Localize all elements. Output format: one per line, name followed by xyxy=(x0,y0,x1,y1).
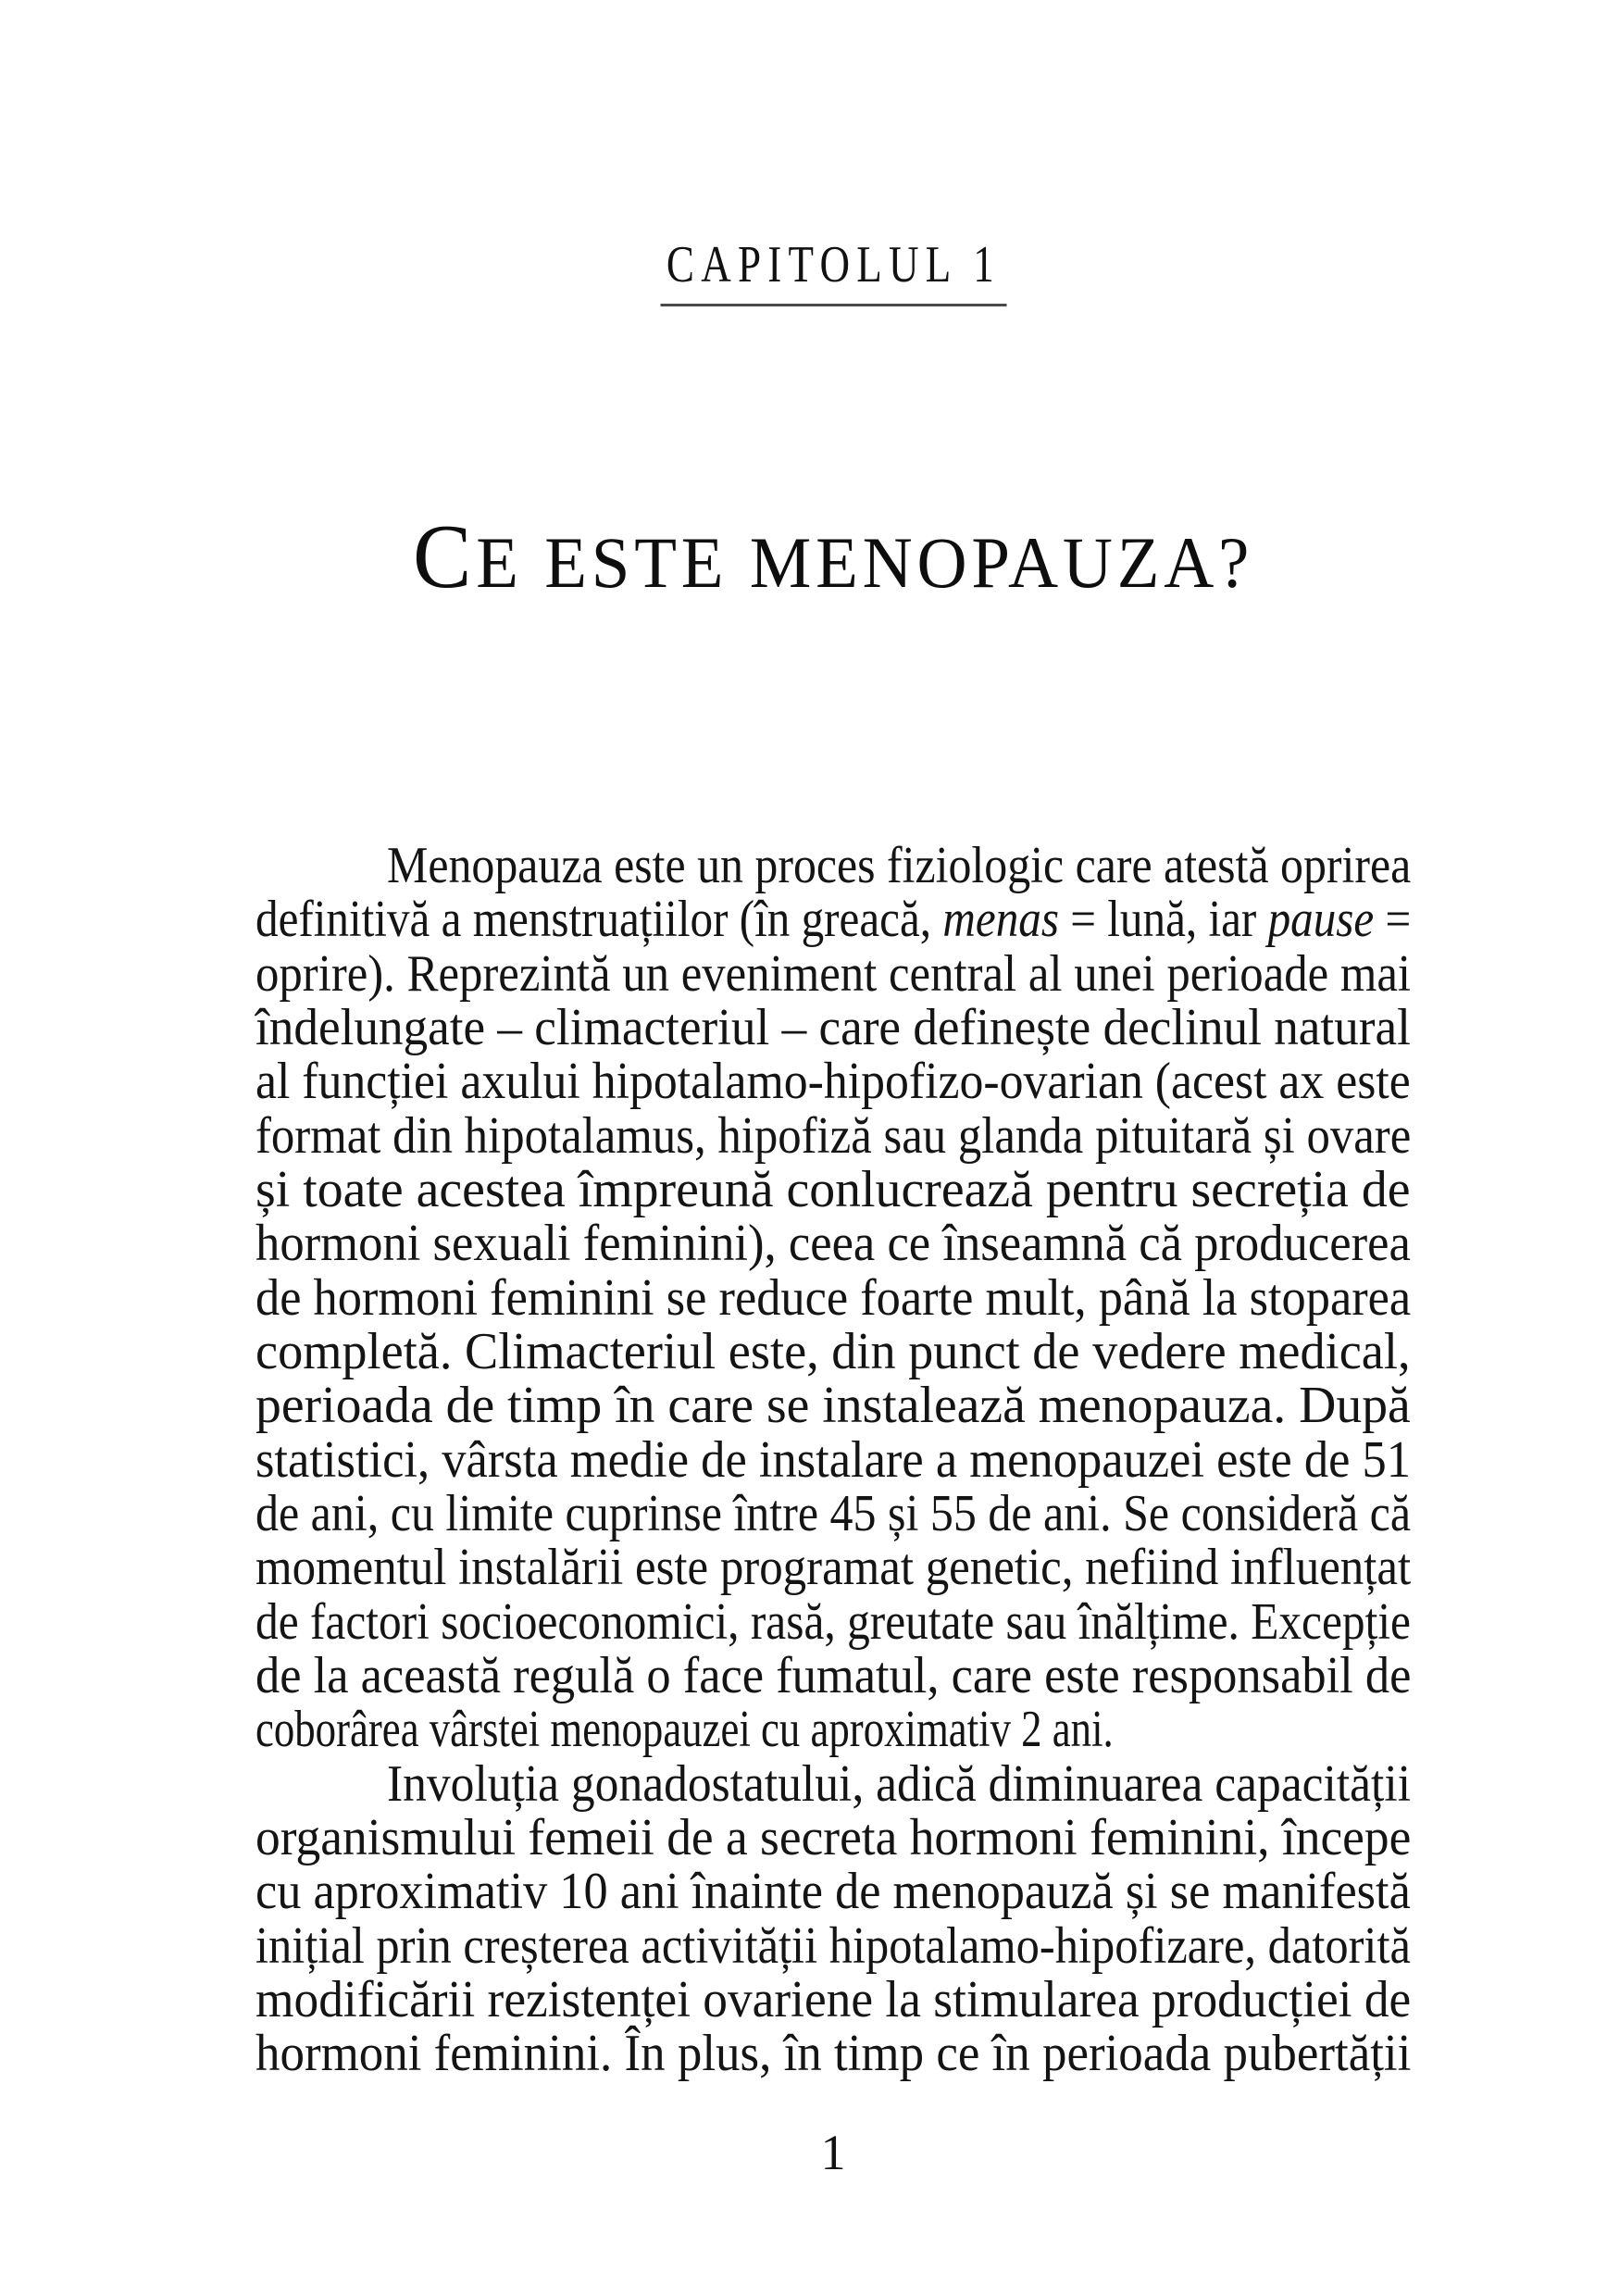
text-line: statistici, vârsta medie de instalare a menopauzei este de 51 xyxy=(255,1430,1412,1489)
text-line: modificării rezistenței ovariene la stimularea producției de xyxy=(255,1970,1412,2028)
chapter-label: CAPITOLUL 1 xyxy=(660,237,1006,306)
text-line: format din hipotalamus, hipofiză sau glanda pituitară și ovare xyxy=(255,1106,1412,1165)
text-line: de la această regulă o face fumatul, care este responsabil de xyxy=(255,1646,1412,1704)
text-line: momentul instalării este programat genetic, nefiind influențat xyxy=(255,1539,1412,1597)
text-line: al funcției axului hipotalamo-hipofizo-ovarian (acest ax este xyxy=(255,1053,1411,1111)
page-number: 1 xyxy=(820,2125,846,2180)
text-line: îndelungate – climacteriul – care definește declinul natural xyxy=(255,998,1411,1056)
text-line: perioada de timp în care se instalează menopauza. După xyxy=(255,1377,1411,1435)
body-text xyxy=(255,839,1411,2081)
text-line: organismului femeii de a secreta hormoni feminini, începe xyxy=(255,1808,1412,1866)
text-line: completă. Climacteriul este, din punct de vedere medical, xyxy=(255,1322,1411,1380)
text-line: de hormoni feminini se reduce foarte mult, până la stoparea xyxy=(255,1268,1412,1327)
chapter-header xyxy=(255,237,1411,306)
text-line: Involuția gonadostatului, adică diminuarea capacității xyxy=(387,1754,1412,1813)
text-line: inițial prin creșterea activității hipotalamo-hipofizare, datorită xyxy=(255,1916,1411,1975)
text-line: definitivă a menstruațiilor (în greacă, menas = lună, iar pause = xyxy=(255,891,1412,949)
text-line: și toate acestea împreună conlucrează pentru secreția de xyxy=(255,1160,1411,1218)
text-line: cu aproximativ 10 ani înainte de menopauză și se manifestă xyxy=(255,1863,1411,1921)
text-line: hormoni feminini. În plus, în timp ce în perioada pubertății xyxy=(255,2025,1412,2083)
chapter-title-text: CE ESTE MENOPAUZA? xyxy=(412,506,1254,607)
text-line: de ani, cu limite cuprinse între 45 și 55 de ani. Se consideră că xyxy=(255,1484,1412,1542)
text-line: hormoni sexuali feminini), ceea ce înseamnă că producerea xyxy=(255,1215,1411,1273)
text-line: de factori socioeconomici, rasă, greutate sau înălțime. Excepție xyxy=(255,1592,1411,1651)
text-line: coborârea vârstei menopauzei cu aproximativ 2 ani. xyxy=(255,1701,1114,1759)
chapter-title xyxy=(255,506,1411,623)
text-line: oprire). Reprezintă un eveniment central al unei perioade mai xyxy=(255,944,1412,1003)
text-line: Menopauza este un proces fiziologic care atestă oprirea xyxy=(387,837,1412,894)
